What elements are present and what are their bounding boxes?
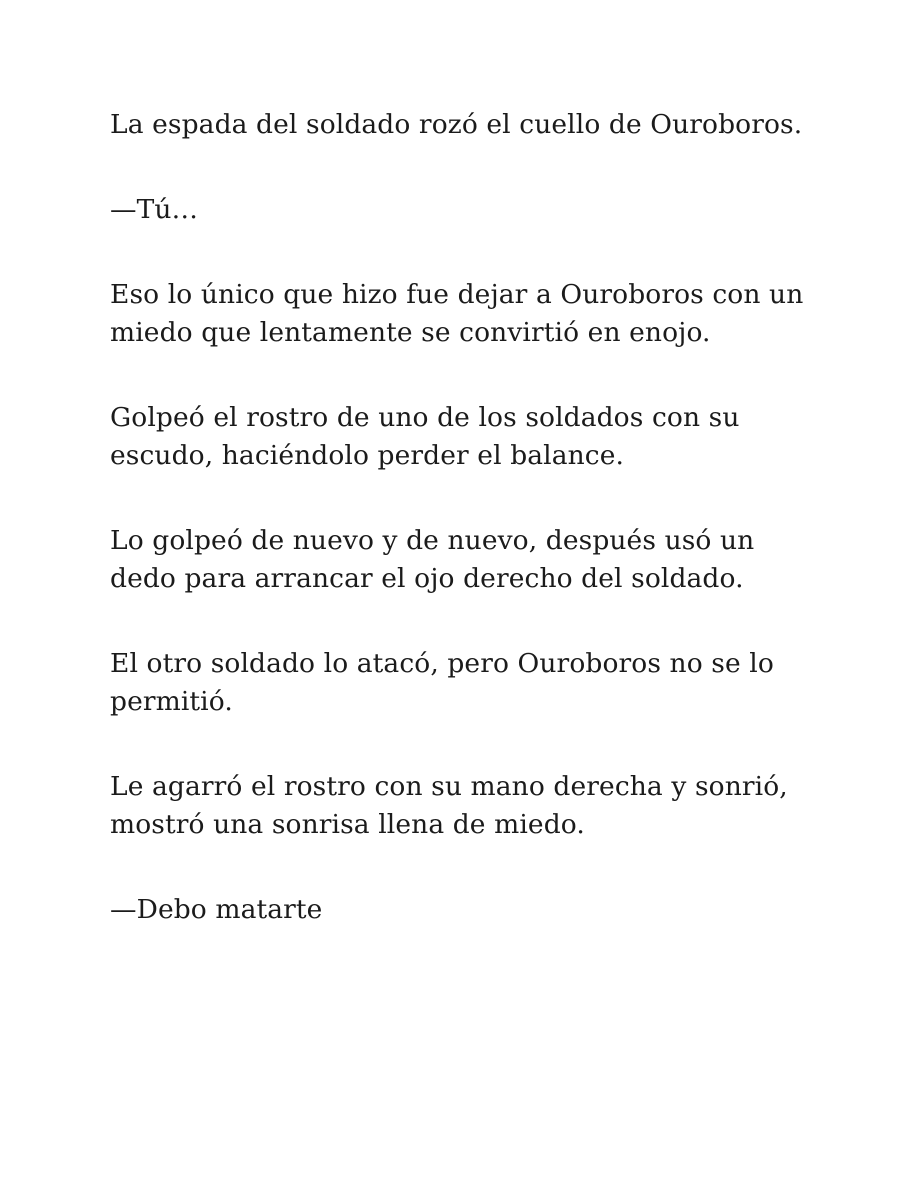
paragraph: El otro soldado lo atacó, pero Ouroboros no se lo permitió.	[110, 648, 774, 717]
paragraph: —Debo matarte	[110, 894, 323, 925]
paragraph: Eso lo único que hizo fue dejar a Ouroboros con un miedo que lentamente se convirtió en enojo.	[110, 279, 804, 348]
paragraph: Golpeó el rostro de uno de los soldados con su escudo, haciéndolo perder el balance.	[110, 402, 740, 471]
paragraph: Lo golpeó de nuevo y de nuevo, después usó un dedo para arrancar el ojo derecho del soldado.	[110, 525, 755, 594]
paragraph: Le agarró el rostro con su mano derecha y sonrió, mostró una sonrisa llena de miedo.	[110, 771, 788, 840]
paragraph: —Tú…	[110, 194, 199, 225]
paragraph: La espada del soldado rozó el cuello de Ouroboros.	[110, 109, 803, 140]
story-text-page	[110, 106, 810, 976]
